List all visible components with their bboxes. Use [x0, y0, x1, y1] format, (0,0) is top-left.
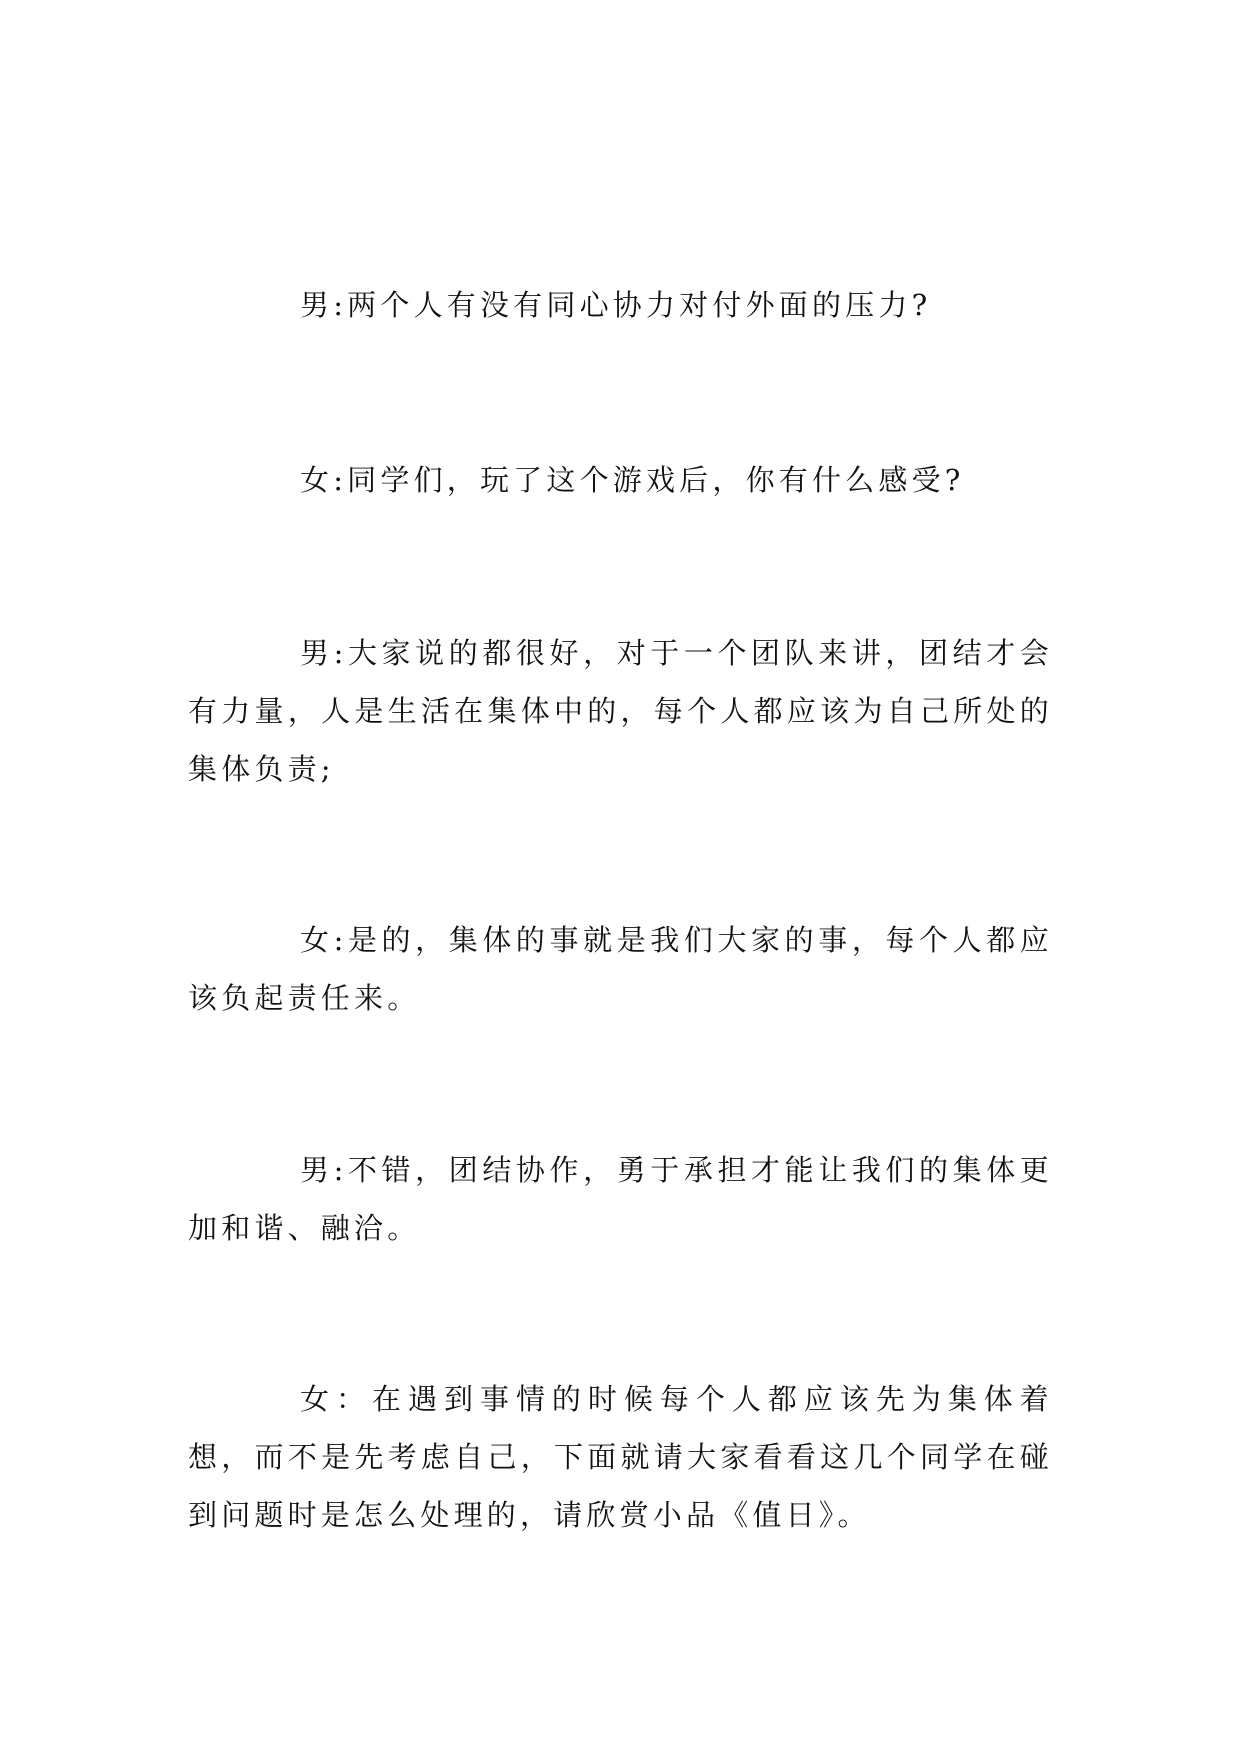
dialogue-paragraph-5: 男:不错，团结协作，勇于承担才能让我们的集体更加和谐、融洽。: [188, 1153, 1053, 1245]
dialogue-paragraph-1: 男:两个人有没有同心协力对付外面的压力?: [300, 288, 932, 322]
dialogue-paragraph-4: 女:是的，集体的事就是我们大家的事，每个人都应该负起责任来。: [188, 923, 1053, 1015]
dialogue-paragraph-2: 女:同学们，玩了这个游戏后，你有什么感受?: [300, 463, 965, 497]
dialogue-paragraph-3: 男:大家说的都很好，对于一个团队来讲，团结才会有力量，人是生活在集体中的，每个人都应该为自己所处的集体负责;: [188, 636, 1053, 786]
dialogue-paragraph-6: 女：在遇到事情的时候每个人都应该先为集体着想，而不是先考虑自己，下面就请大家看看这几个同学在碰到问题时是怎么处理的，请欣赏小品《值日》。: [188, 1382, 1053, 1532]
